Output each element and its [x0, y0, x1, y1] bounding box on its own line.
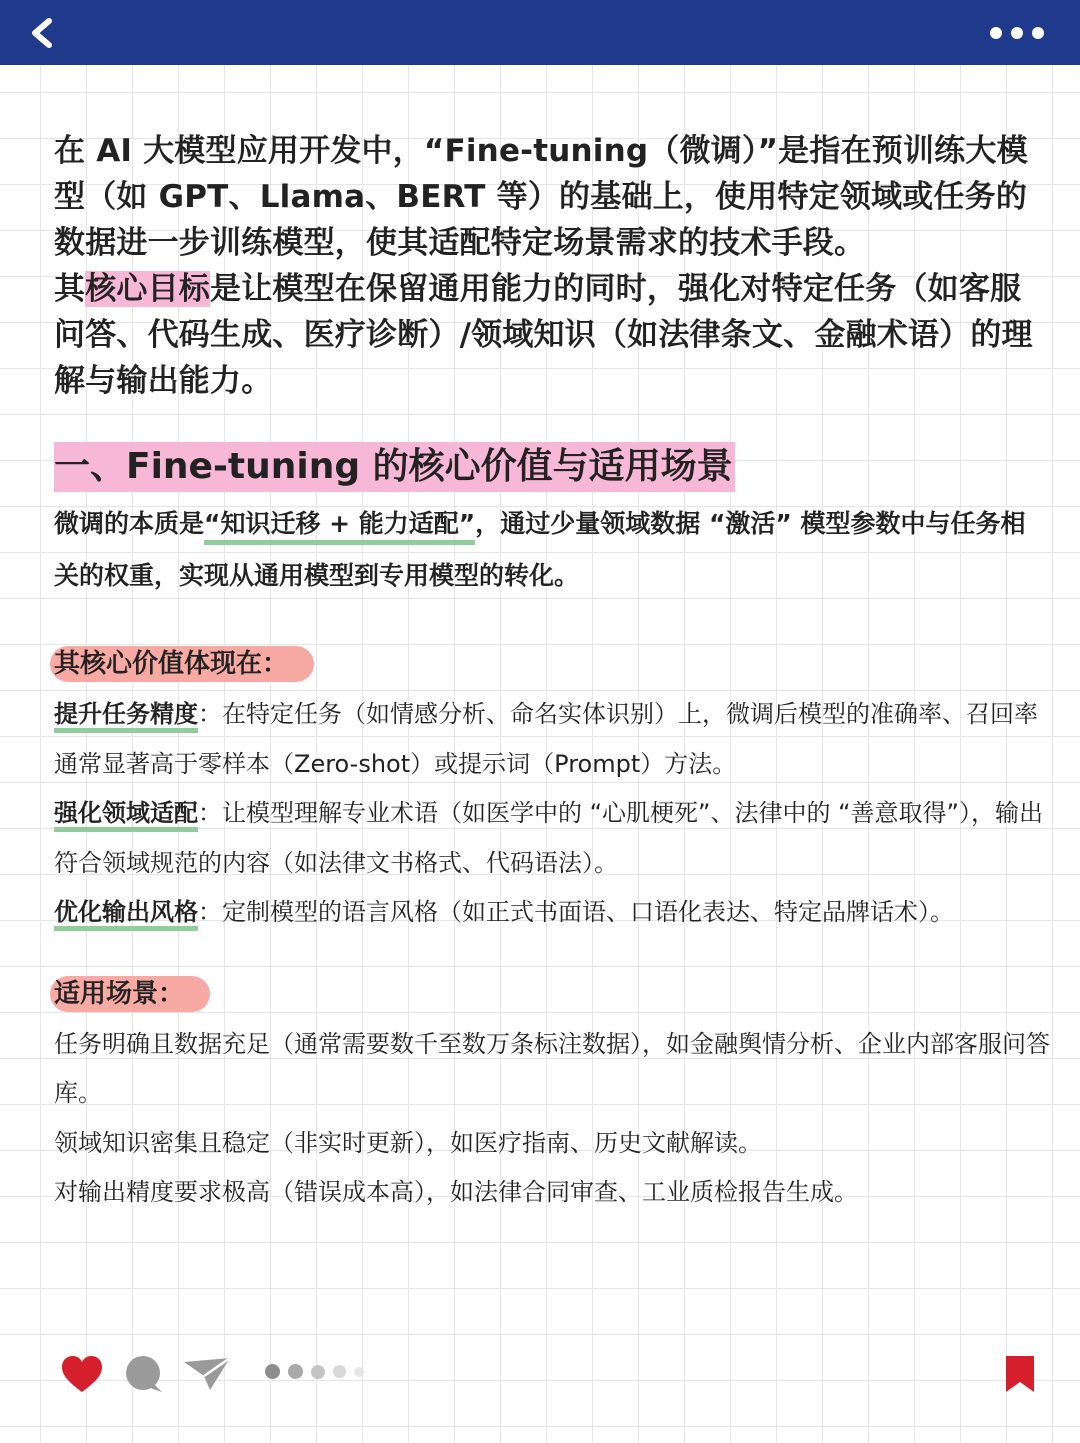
- core-values-list: [54, 690, 1050, 938]
- core-values-block: [54, 646, 1050, 938]
- like-button[interactable]: [60, 1354, 104, 1398]
- scenarios-block: [54, 976, 1050, 1218]
- core-goal-text: 是让模型在保留通用能力的同时，强化对特定任务（如客服问答、代码生成、医疗诊断）/领域知识（如法律条文、金融术语）的理解与输出能力。: [54, 271, 1033, 399]
- more-dot: [1011, 27, 1023, 39]
- value-text: ：定制模型的语言风格（如正式书面语、口语化表达、特定品牌话术）。: [198, 898, 954, 926]
- section-title: 一、Fine-tuning 的核心价值与适用场景: [54, 442, 735, 492]
- list-item: 任务明确且数据充足（通常需要数千至数万条标注数据），如金融舆情分析、企业内部客服问答库。: [54, 1029, 1050, 1107]
- bookmark-button[interactable]: [1004, 1354, 1036, 1398]
- list-item: 领域知识密集且稳定（非实时更新），如医疗指南、历史文献解读。: [54, 1128, 762, 1157]
- list-item: 对输出精度要求极高（错误成本高），如法律合同审查、工业质检报告生成。: [54, 1178, 858, 1206]
- desc-prefix: 微调的本质是: [54, 509, 205, 538]
- page-dot: [311, 1365, 325, 1379]
- value-text: ：在特定任务（如情感分析、命名实体识别）上，微调后模型的准确率、召回率通常显著高于零样本（Zero-shot）或提示词（Prompt）方法。: [54, 700, 1038, 778]
- share-button[interactable]: [182, 1356, 232, 1396]
- bookmark-icon: [1004, 1354, 1036, 1394]
- list-item: [54, 789, 1050, 888]
- list-item: [54, 690, 1050, 789]
- intro-text: 在 AI 大模型应用开发中，“Fine-tuning（微调）”是指在预训练大模型（如 GPT、Llama、BERT 等）的基础上，使用特定领域或任务的数据进一步训练模型，使其适配特定场景需求的技术手段。: [54, 133, 1028, 261]
- list-item: [54, 888, 1050, 938]
- value-term: 提升任务精度: [54, 700, 198, 733]
- intro-block: [54, 128, 1050, 404]
- bottom-action-bar: [60, 1350, 1036, 1400]
- value-term: 优化输出风格: [54, 898, 198, 931]
- more-dot: [990, 27, 1002, 39]
- post-content: [54, 128, 1050, 1218]
- value-text: ：让模型理解专业术语（如医学中的 “心肌梗死”、法律中的 “善意取得”），输出符合领域规范的内容（如法律文书格式、代码语法）。: [54, 799, 1043, 877]
- intro-paragraph: [54, 128, 1050, 266]
- heart-icon: [60, 1354, 104, 1394]
- page-indicator: [265, 1364, 364, 1379]
- comment-icon: [124, 1354, 164, 1394]
- page-dot: [265, 1364, 280, 1379]
- chevron-left-icon: [27, 18, 57, 48]
- back-button[interactable]: [22, 13, 62, 53]
- page-dot: [288, 1364, 303, 1379]
- more-dot: [1032, 27, 1044, 39]
- value-term: 强化领域适配: [54, 799, 198, 832]
- scenarios-list: [54, 1020, 1050, 1218]
- core-goal-highlight: 核心目标: [85, 271, 211, 307]
- core-goal-prefix: 其: [54, 271, 86, 307]
- scenarios-title: 适用场景：: [50, 976, 210, 1012]
- share-icon: [182, 1356, 232, 1392]
- section-description: [54, 498, 1050, 602]
- page-dot: [354, 1367, 364, 1377]
- more-button[interactable]: [990, 27, 1044, 39]
- desc-text: ，通过少量领域数据 “激活” 模型参数中与任务相关的权重，实现从通用模型到专用模型的转化。: [54, 509, 1026, 590]
- page-dot: [333, 1365, 346, 1378]
- top-bar: [0, 0, 1080, 65]
- desc-highlight: “知识迁移 + 能力适配”: [204, 509, 475, 545]
- core-values-title: 其核心价值体现在：: [50, 646, 314, 682]
- comment-button[interactable]: [124, 1354, 164, 1398]
- core-goal-paragraph: [54, 266, 1050, 404]
